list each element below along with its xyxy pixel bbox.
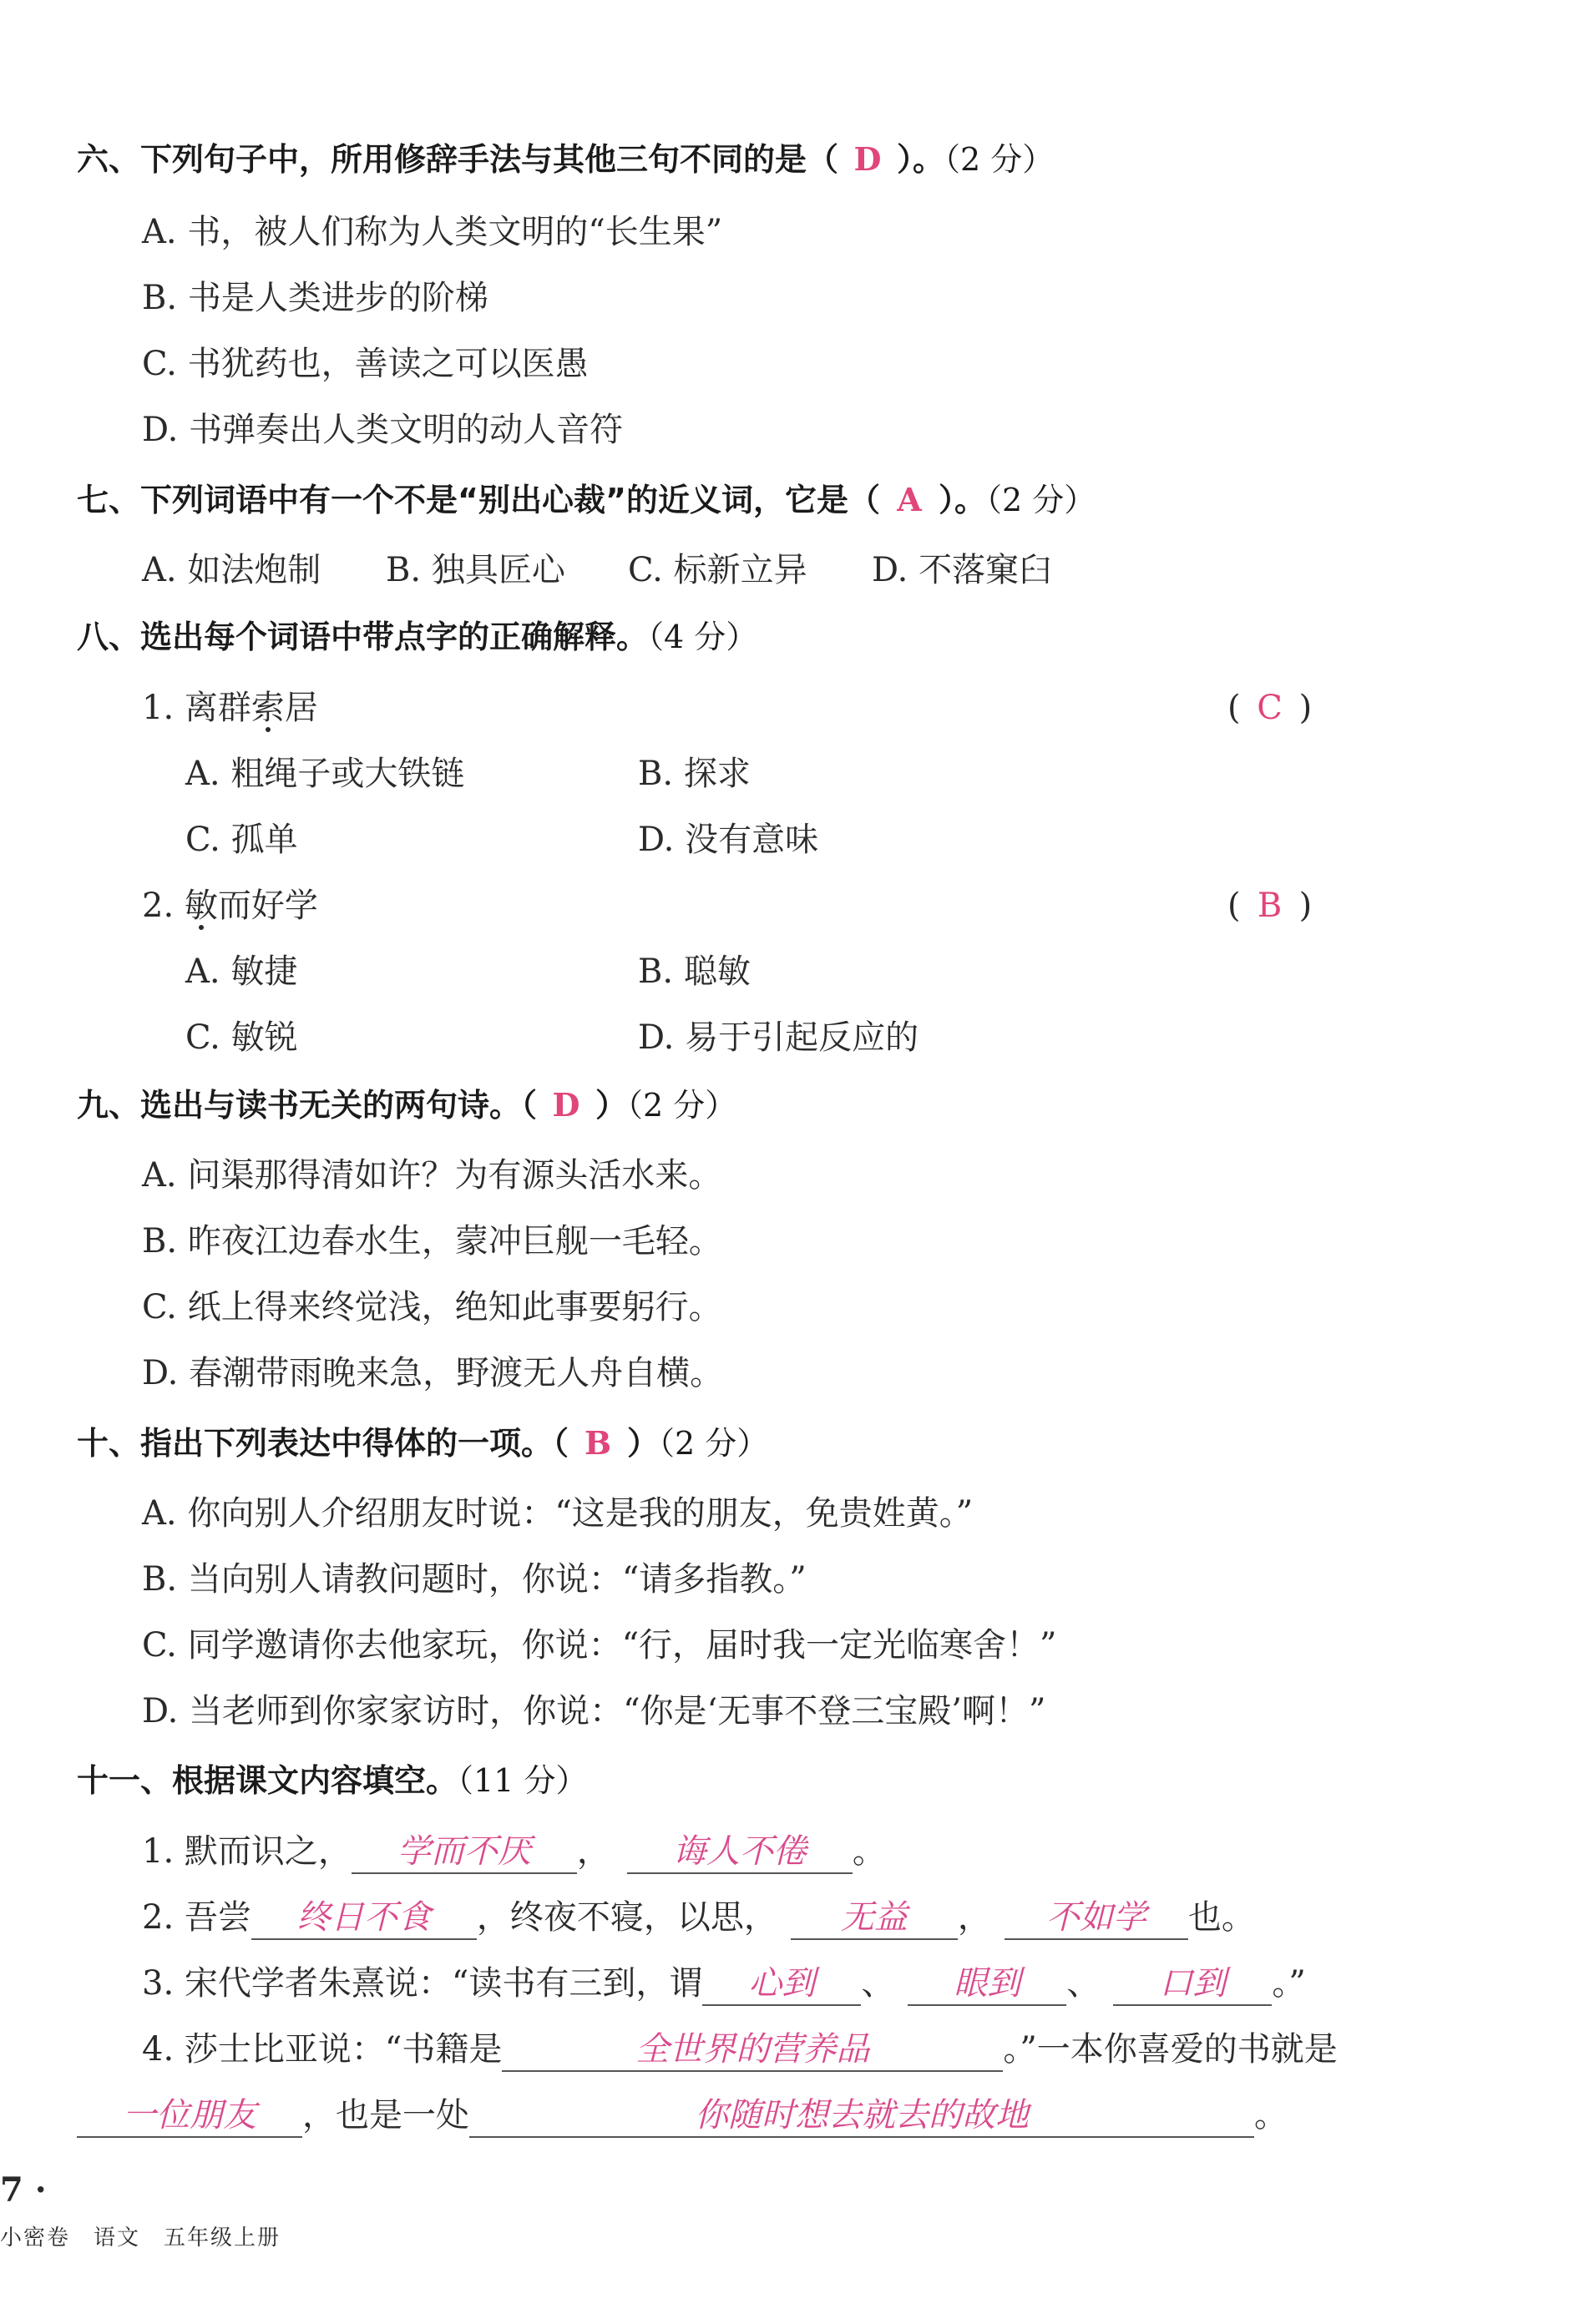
question-10-option-c: C. 同学邀请你去他家玩，你说：“行，届时我一定光临寒舍！” [142,1626,1057,1665]
question-8-item-1: 1. 离群索居 [142,689,318,727]
book-title: 小密卷 语文 五年级上册 [0,2225,281,2251]
question-8-item-1-option-b: B. 探求 [638,755,751,793]
fill-blank: 你随时想去就去的故地 [469,2094,1254,2138]
question-6-score: （2 分） [944,141,1055,178]
question-10-title: 十、指出下列表达中得体的一项。（ B ）（2 分） [77,1420,768,1467]
question-7-score: （2 分） [985,482,1096,518]
question-8-item-1-option-c: C. 孤单 [185,821,298,859]
question-9-option-b: B. 昨夜江边春水生，蒙冲巨舰一毛轻。 [142,1222,722,1261]
question-7-title: 七、下列词语中有一个不是“别出心裁”的近义词，它是（ A ）。（2 分） [77,477,1096,523]
fill-blank: 学而不厌 [352,1831,577,1874]
question-7-option-a: A. 如法炮制 [142,551,321,589]
question-6-option-c: C. 书犹药也，善读之可以医愚 [142,345,589,383]
question-11-title: 十一、根据课文内容填空。（11 分） [77,1762,588,1799]
question-7-option-c: C. 标新立异 [628,551,807,589]
question-11-score: （11 分） [458,1762,588,1799]
question-11-line-4: 4. 莎士比亚说：“书籍是 全世界的营养品 。”一本你喜爱的书就是 [142,2026,1338,2073]
question-8-item-1-option-a: A. 粗绳子或大铁链 [185,755,465,793]
question-8-item-1-option-d: D. 没有意味 [638,821,819,859]
question-8-item-2-option-c: C. 敏锐 [185,1018,298,1057]
question-6-title: 六、下列句子中，所用修辞手法与其他三句不同的是（ D ）。（2 分） [77,136,1054,183]
question-9-option-d: D. 春潮带雨晚来急，野渡无人舟自横。 [142,1354,724,1392]
question-7-option-d: D. 不落窠臼 [872,551,1053,589]
question-10-score: （2 分） [659,1425,769,1462]
question-9-title: 九、选出与读书无关的两句诗。（ D ）（2 分） [77,1082,736,1129]
question-8-item-2-option-b: B. 聪敏 [638,952,751,991]
question-10-option-b: B. 当向别人请教问题时，你说：“请多指教。” [142,1560,807,1599]
question-8-item-2: 2. 敏而好学 [142,887,318,925]
fill-blank: 心到 [702,1963,861,2006]
fill-blank: 终日不食 [251,1897,477,1940]
question-6-answer: D [853,140,882,178]
dotted-character: 敏 [184,887,218,925]
question-9-option-a: A. 问渠那得清如许？为有源头活水来。 [142,1156,722,1195]
question-8-score: （4 分） [648,619,758,655]
fill-blank: 诲人不倦 [627,1831,853,1874]
fill-blank: 无益 [791,1897,958,1940]
question-6-option-b: B. 书是人类进步的阶梯 [142,279,488,317]
question-11-line-1: 1. 默而识之， 学而不厌 ， 诲人不倦 。 [142,1828,886,1875]
question-9-score: （2 分） [627,1087,737,1124]
fill-blank: 全世界的营养品 [502,2028,1003,2072]
question-8-item-2-answer: B [1257,887,1283,925]
question-9-option-c: C. 纸上得来终觉浅，绝知此事要躬行。 [142,1288,722,1326]
question-8-item-2-answer-paren: ( B ) [1227,882,1312,929]
question-11-line-5: 一位朋友 ，也是一处 你随时想去就去的故地 。 [77,2092,1288,2139]
question-8-item-1-answer-paren: ( C ) [1227,685,1312,731]
fill-blank: 口到 [1113,1963,1272,2006]
question-7-option-b: B. 独具匠心 [386,551,565,589]
fill-blank: 不如学 [1005,1897,1188,1940]
question-10-option-d: D. 当老师到你家家访时，你说：“你是‘无事不登三宝殿’啊！” [142,1692,1046,1730]
question-6-option-d: D. 书弹奏出人类文明的动人音符 [142,411,624,449]
question-8-item-2-option-a: A. 敏捷 [185,952,298,991]
question-8-item-2-option-d: D. 易于引起反应的 [638,1018,919,1057]
fill-blank: 一位朋友 [77,2094,302,2138]
question-9-answer: D [552,1086,580,1124]
question-8-item-1-answer: C [1257,689,1283,727]
question-11-line-2: 2. 吾尝 终日不食 ，终夜不寝，以思， 无益 ， 不如学 也。 [142,1894,1255,1941]
page-number: 7 · [0,2170,47,2210]
question-6-option-a: A. 书，被人们称为人类文明的“长生果” [142,213,723,251]
fill-blank: 眼到 [908,1963,1066,2006]
question-11-line-3: 3. 宋代学者朱熹说：“读书有三到，谓 心到 、 眼到 、 口到 。” [142,1960,1306,2007]
dotted-character: 索 [251,689,285,727]
question-7-answer: A [897,481,922,518]
question-8-title: 八、选出每个词语中带点字的正确解释。（4 分） [77,619,758,655]
question-10-option-a: A. 你向别人介绍朋友时说：“这是我的朋友，免贵姓黄。” [142,1494,974,1533]
question-10-answer: B [584,1424,612,1462]
